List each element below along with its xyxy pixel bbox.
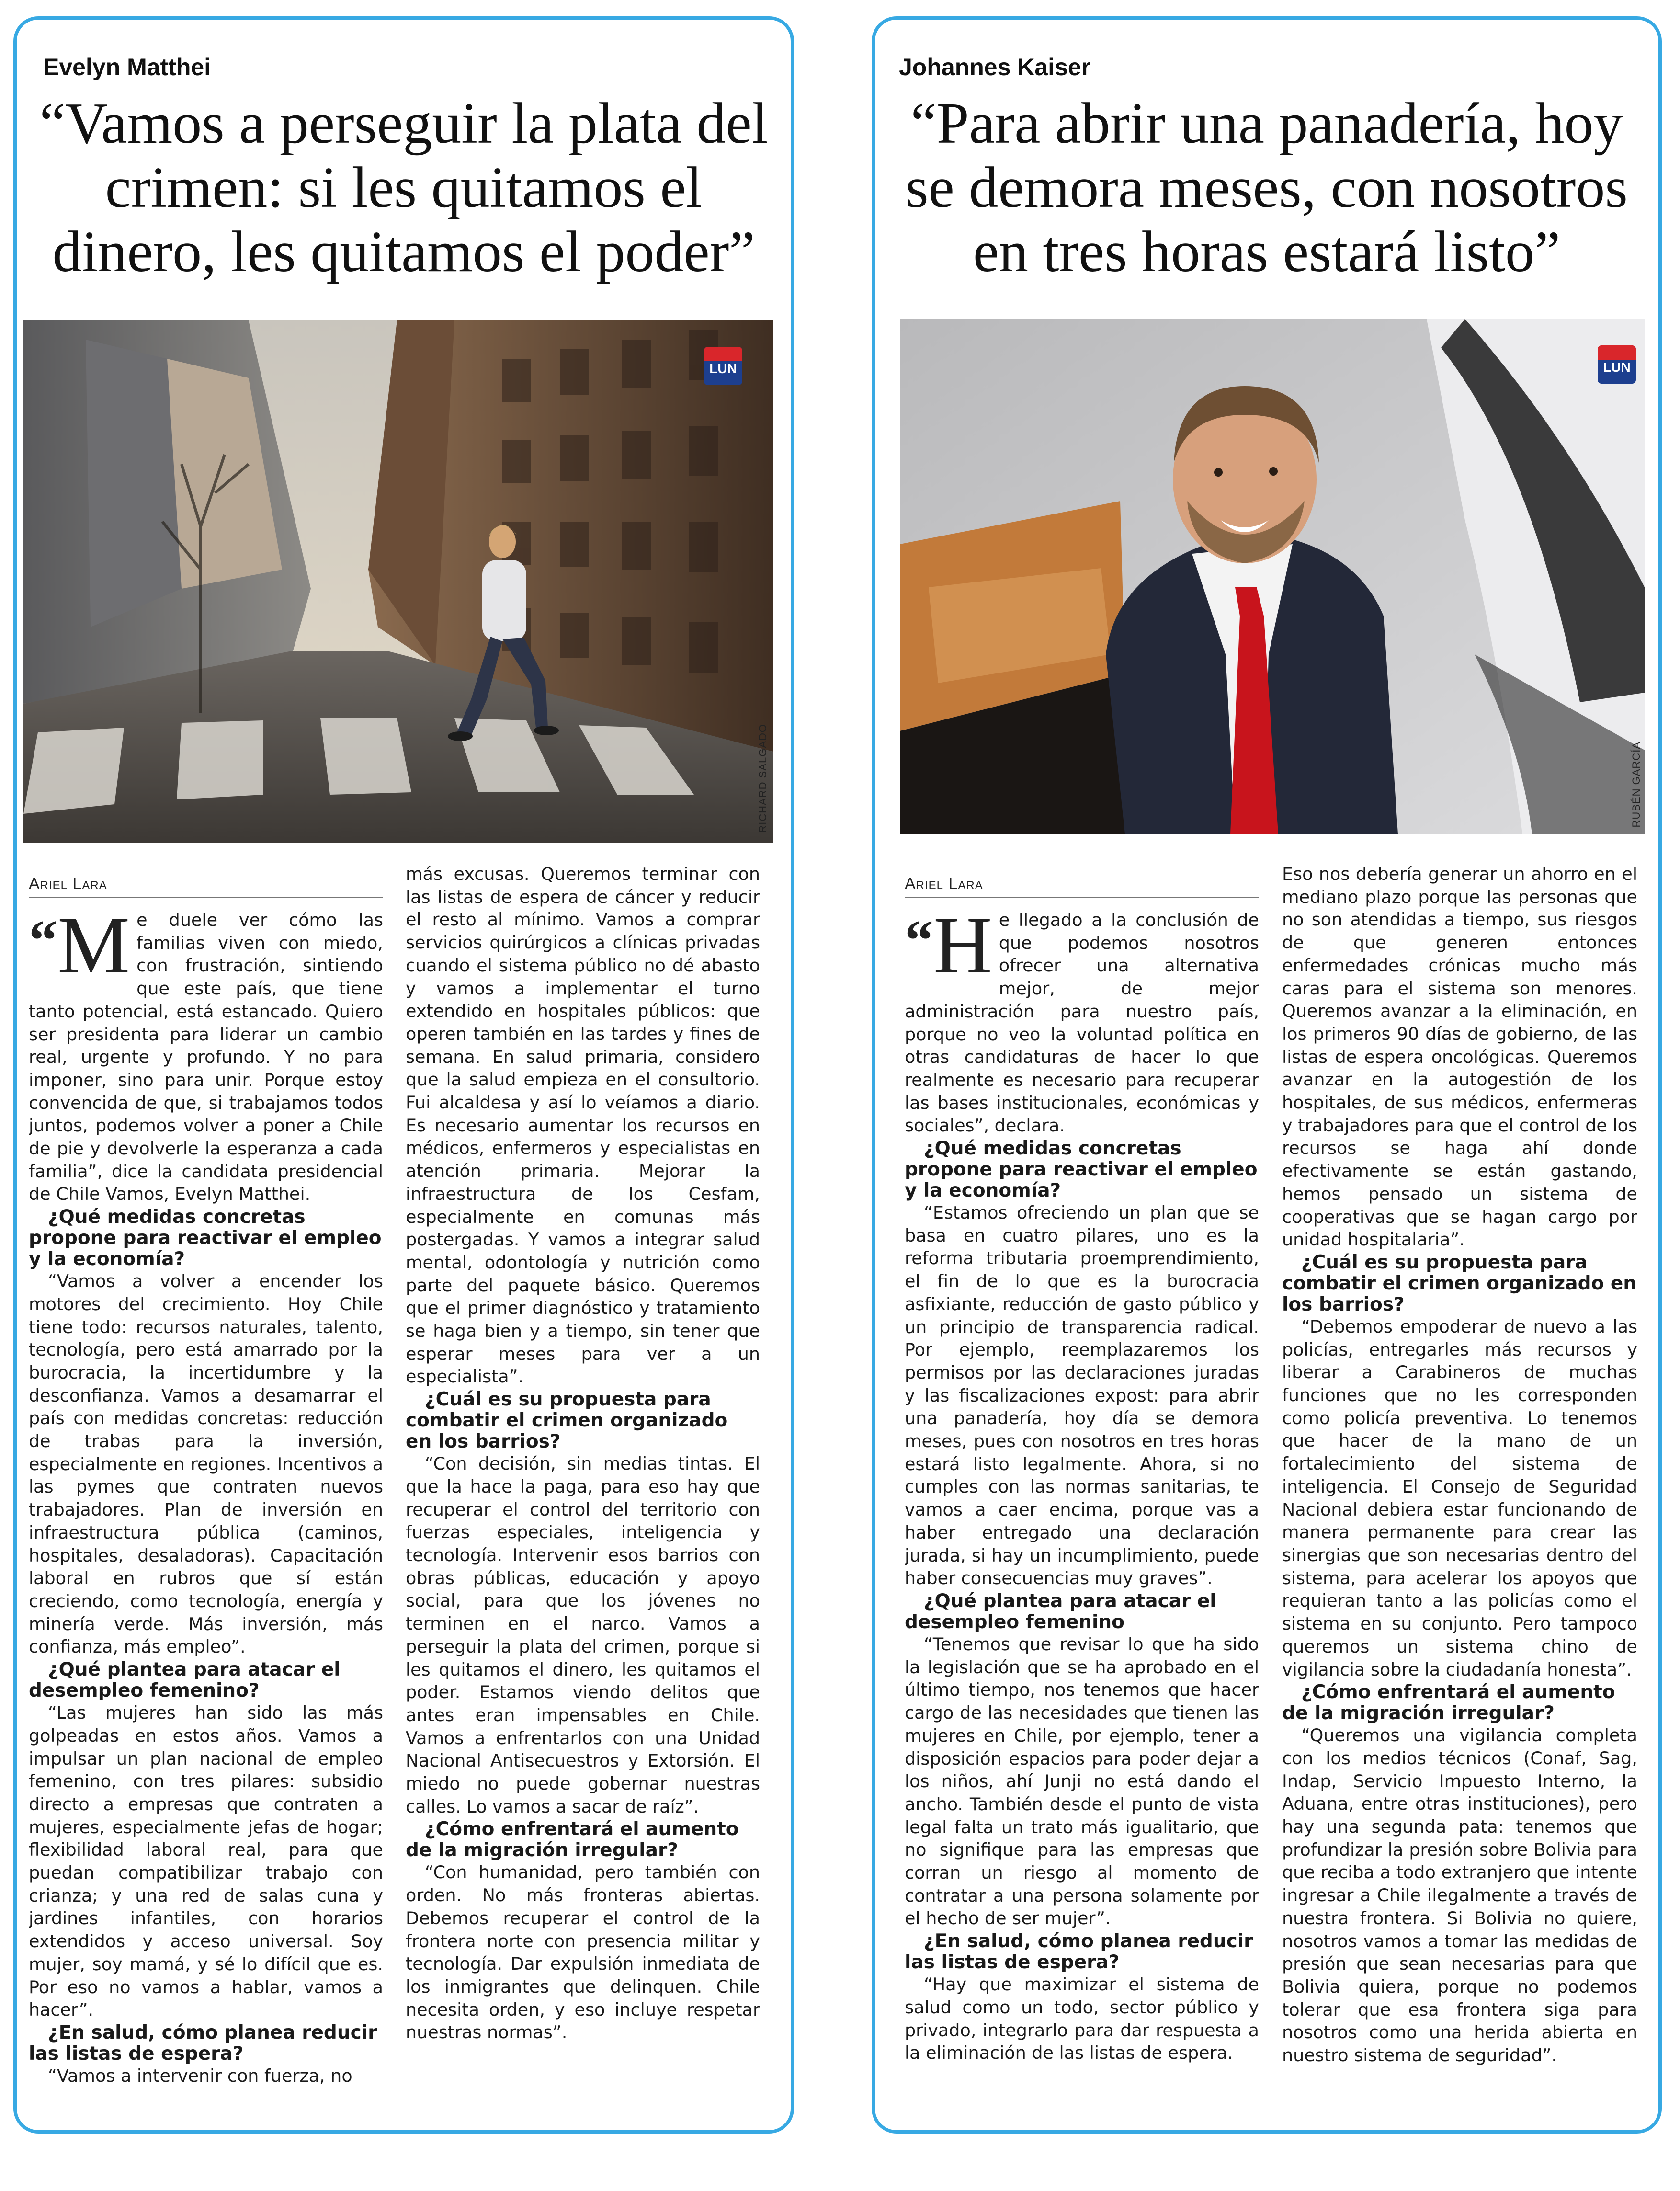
answer: “Hay que maximizar el sistema de salud como un todo, sector público y privado, integrarlo para dar respuesta a la eliminación de las listas de espera.	[905, 1974, 1259, 2064]
lead-paragraph: “M e duele ver cómo las familias viven con miedo, con frustración, sintiendo que este país, que tiene tanto potencial, está estancado. Quiero ser presidenta para liderar un cambio real, urgente y profundo. Y no para imponer, sino para unir. Porque estoy convencida de que, si trabajamos todos juntos, podemos volver a poner a Chile de pie y devolverle la esperanza a cada familia”, dice la candidata presidencial de Chile Vamos, Evelyn Matthei.	[29, 909, 383, 1205]
answer: “Debemos empoderar de nuevo a las policías, entregarles más recursos y liberar a Carabineros de muchas funciones que no les corresponden como policía preventiva. Lo tenemos que hacer de la mano de un fortalecimiento del sistema de inteligencia. El Consejo de Seguridad Nacional debiera estar funcionando de manera permanente para crear las sinergias que son necesarias dentro del sistema, para acelerar los apoyos que requieran tanto a las policías como el sistema en su conjunto. Pero tampoco queremos un sistema chino de vigilancia sobre la ciudadanía honesta”.	[1282, 1316, 1637, 1680]
article-matthei	[13, 16, 794, 2134]
drop-cap: “H	[905, 909, 992, 990]
byline: Ariel Lara	[29, 875, 107, 893]
question: ¿Cómo enfrentará el aumento de la migración irregular?	[1282, 1681, 1615, 1724]
byline: Ariel Lara	[905, 875, 983, 893]
question: ¿En salud, cómo planea reducir las listas de espera?	[29, 2021, 377, 2065]
answer: “Con humanidad, pero también con orden. No más fronteras abiertas. Debemos recuperar el control de la frontera norte con presencia militar y tecnología. Dar expulsión inmediata de los inmigrantes que delinquen. Chile necesita orden, y eso incluye respetar nuestras normas”.	[406, 1862, 760, 2043]
answer-continued: más excusas. Queremos terminar con las listas de espera de cáncer y reducir el resto al mínimo. Vamos a comprar servicios quirúrgicos a clínicas privadas cuando el sistema público no dé abasto y vamos a implementar el turno extendido en hospitales públicos: que operen también en las tardes y fines de semana. En salud primaria, considero que la salud empieza en el consultorio. Fui alcaldesa y así lo veíamos a diario. Es necesario aumentar los recursos en médicos, enfermeros y especialistas en atención primaria. Mejorar la infraestructura de los Cesfam, especialmente en comunas más postergadas. Y vamos a integrar salud mental, odontología y nutrición como parte del paquete básico. Queremos que el primer diagnóstico y tratamiento se haga bien y a tiempo, sin tener que esperar meses para ver a un especialista”.	[406, 864, 760, 1387]
interviewee-name: Johannes Kaiser	[899, 54, 1091, 80]
text-column-2	[1282, 863, 1637, 2089]
answer: “Con decisión, sin medias tintas. El que la hace la paga, para eso hay que recuperar el control del territorio con fuerzas especiales, inteligencia y tecnología. Intervenir esos barrios con obras públicas, educación y apoyo social, para que los jóvenes no terminen en el narco. Vamos a perseguir la plata del crimen, porque si les quitamos el dinero, les quitamos el poder. Estamos viendo delitos que antes eran impensables en Chile. Vamos a enfrentarlos con una Unidad Nacional Antisecuestros y Extorsión. El miedo no puede gobernar nuestras calles. Lo vamos a sacar de raíz”.	[406, 1453, 760, 1817]
headline: “Vamos a perseguir la plata del crimen: si les quitamos el dinero, les quitamos el poder”	[39, 91, 768, 284]
question: ¿Qué medidas concretas propone para reactivar el empleo y la economía?	[905, 1138, 1258, 1202]
text-column-2	[406, 863, 760, 2089]
article-kaiser	[872, 16, 1662, 2134]
answer: “Queremos una vigilancia completa con los medios técnicos (Conaf, Sag, Indap, Servicio Impuesto Interno, la Aduana, entre otras instituciones), pero hay una segunda pata: tenemos que profundizar la presión sobre Bolivia para que reciba a todo extranjero que intente ingresar a Chile ilegalmente a través de nuestra frontera. Si Bolivia no quiere, nosotros vamos a tomar las medidas de presión que sean necesarias para que Bolivia quiera, porque no podemos tolerar que esa frontera siga para nosotros como una herida abierta en nuestro sistema de seguridad”.	[1282, 1725, 1637, 2066]
answer: “Vamos a volver a encender los motores del crecimiento. Hoy Chile tiene todo: recursos naturales, talento, tecnología, pero está amarrado por la burocracia, la incertidumbre y la desconfianza. Vamos a desamarrar el país con medidas concretas: reducción de trabas para la inversión, especialmente en regiones. Incentivos a las pymes que contraten nuevos trabajadores. Plan de inversión en infraestructura pública (caminos, hospitales, desaladoras). Capacitación laboral en rubros que sí están creciendo, como tecnología, energía y minería verde. Más inversión, más confianza, más empleo”.	[29, 1271, 383, 1657]
question: ¿Cómo enfrentará el aumento de la migración irregular?	[406, 1818, 739, 1861]
interviewee-name: Evelyn Matthei	[43, 54, 211, 80]
photo-credit: RICHARD SALGADO	[757, 724, 769, 833]
photo-portrait-stairs	[900, 319, 1645, 834]
answer: “Estamos ofreciendo un plan que se basa en cuatro pilares, uno es la reforma tributaria proemprendimiento, el fin de lo que es la burocracia asfixiante, reducción de gasto público y un principio de transparencia radical. Por ejemplo, reemplazaremos los permisos por las declaraciones juradas y las fiscalizaciones expost: para abrir una panadería, hoy día se demora meses, pues con nosotros en tres horas estará listo legalmente. Ahora, si no cumples con las normas sanitarias, te vamos a caer encima, porque vas a haber entregado una declaración jurada, si hay un incumplimiento, puede haber consecuencias muy graves”.	[905, 1202, 1259, 1589]
drop-cap: “M	[29, 909, 130, 990]
byline-rule	[905, 897, 1259, 898]
answer-continued: Eso nos debería generar un ahorro en el mediano plazo porque las personas que no son atendidas a tiempo, sus riesgos de que generen entonces enfermedades crónicas mucho más caras para el sistema son menores. Queremos avanzar a la eliminación, en los primeros 90 días de gobierno, de las listas de espera oncológicas. Queremos avanzar en la autogestión de los hospitales, de sus médicos, enfermeras y trabajadores para que el control de los recursos se haga ahí donde efectivamente se están gastando, hemos pensado un sistema de cooperativas que se hagan cargo por unidad hospitalaria”.	[1282, 864, 1637, 1250]
question: ¿En salud, cómo planea reducir las listas de espera?	[905, 1930, 1253, 1974]
answer: “Las mujeres han sido las más golpeadas en estos años. Vamos a impulsar un plan nacional de empleo femenino, con tres pilares: subsidio directo a empresas que contraten a mujeres, especialmente jefas de hogar; flexibilidad laboral real, para que puedan compatibilizar trabajo con crianza; y una red de salas cuna y jardines infantiles, con horarios extendidos y acceso universal. Soy mujer, soy mamá, y sé lo difícil que es. Por eso no vamos a hablar, vamos a hacer”.	[29, 1702, 383, 2020]
question: ¿Qué plantea para atacar el desempleo femenino	[905, 1590, 1216, 1633]
question: ¿Cuál es su propuesta para combatir el crimen organizado en los barrios?	[406, 1389, 728, 1453]
photo-credit: RUBÉN GARCÍA	[1630, 741, 1642, 827]
headline: “Para abrir una panadería, hoy se demora meses, con nosotros en tres horas estará listo”	[906, 91, 1628, 284]
question: ¿Cuál es su propuesta para combatir el crimen organizado en los barrios?	[1282, 1251, 1637, 1315]
question: ¿Qué plantea para atacar el desempleo femenino?	[29, 1659, 341, 1702]
text-column-1	[905, 909, 1259, 2116]
street-illustration	[23, 320, 773, 843]
answer: “Vamos a intervenir con fuerza, no	[48, 2065, 352, 2086]
answer: “Tenemos que revisar lo que ha sido la legislación que se ha aprobado en el último tiempo, nos tenemos que hacer cargo de las necesidades que tienen las mujeres en Chile, por ejemplo, tener a disposición espacios para poder dejar a los niños, ahí Junji no está dando el ancho. También desde el punto de vista legal falta un trato más igualitario, que no signifique para las empresas que corran un riesgo al momento de contratar a una persona solamente por el hecho de ser mujer”.	[905, 1633, 1259, 1929]
byline-rule	[29, 897, 383, 898]
photo-street-crosswalk	[23, 320, 773, 843]
lun-logo: LUN	[704, 347, 742, 385]
text-column-1	[29, 909, 383, 2116]
portrait-illustration	[900, 319, 1645, 834]
question: ¿Qué medidas concretas propone para reactivar el empleo y la economía?	[29, 1206, 382, 1270]
lun-logo: LUN	[1598, 345, 1636, 384]
lead-paragraph: “H e llegado a la conclusión de que podemos nosotros ofrecer una alternativa mejor, de mejor administración para nuestro país, porque no veo la voluntad política en otras candidaturas de hacer lo que realmente es necesario para recuperar las bases institucionales, económicas y sociales”, declara.	[905, 909, 1259, 1136]
